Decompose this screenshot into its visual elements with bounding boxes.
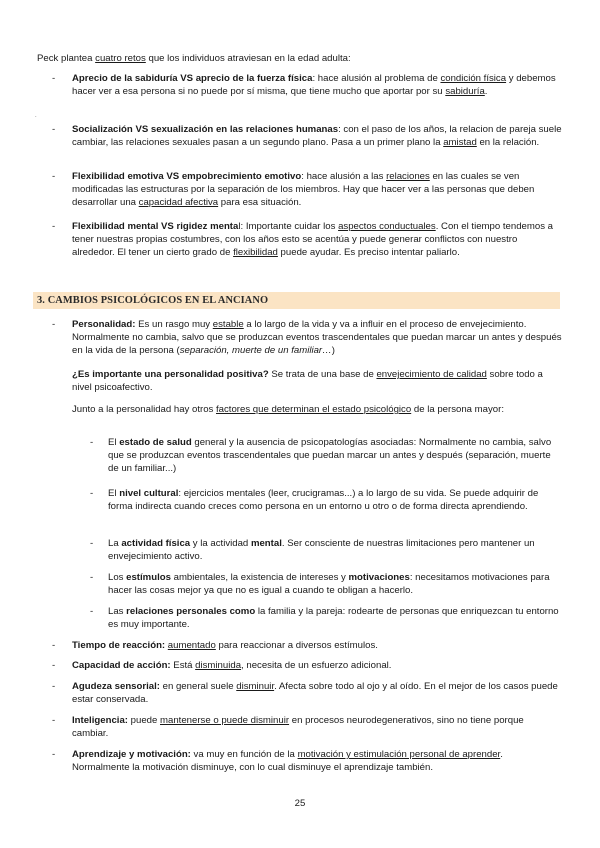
reto-underline: flexibilidad: [233, 247, 278, 259]
cambio-body: en procesos neurodegenerativos, sino no tiene porque cambiar.: [72, 715, 524, 740]
cambio-text: [72, 639, 562, 652]
pregunta-body: sobre todo a nivel psicoafectivo.: [72, 369, 543, 394]
cambio-title: Agudeza sensorial:: [72, 681, 160, 692]
cambio-text: [72, 748, 562, 774]
pregunta-paragraph: [72, 368, 560, 394]
personalidad-body: a lo largo de la vida y va a influir en el proceso de envejecimiento. Normalmente no cambia, salvo que se produzcan eventos trascendentales que puedan marcar un antes y después en la vida de la persona (: [72, 319, 562, 357]
factor-bold: estado de salud: [119, 437, 192, 448]
reto-title: Aprecio de la sabiduría VS aprecio de la fuerza física: [72, 73, 313, 84]
reto-text: [72, 72, 562, 98]
reto-body: para esa situación.: [218, 197, 302, 209]
factor-bold: relaciones personales como: [126, 606, 256, 617]
reto-text: [72, 123, 562, 149]
factor-bold: actividad física: [121, 538, 191, 549]
bullet-dash: -: [90, 488, 94, 499]
cambio-title: Inteligencia:: [72, 715, 128, 726]
cambio-body: . Afecta sobre todo al ojo y al oído. En el mejor de los casos puede estar conservada.: [72, 681, 558, 706]
bullet-dash: -: [52, 681, 56, 692]
reto-underline: amistad: [443, 137, 477, 149]
factor-body: : ejercicios mentales (leer, crucigramas...) a lo largo de su vida. Se puede adquirir de forma indirecta cuando creces como persona en un entorno u otro o de forma directa aprendiendo.: [108, 488, 539, 513]
personalidad-title: Personalidad:: [72, 319, 136, 330]
factor-body: y la actividad: [190, 538, 251, 549]
reto-underline: capacidad afectiva: [138, 197, 219, 209]
personalidad-underline: estable: [212, 319, 244, 330]
cambio-text: [72, 659, 562, 672]
cambio-underline: disminuir: [236, 681, 275, 692]
junto-body: Junto a la personalidad hay otros: [72, 404, 216, 415]
bullet-dash: -: [52, 73, 56, 84]
factor-body: general y la ausencia de psicopatologías asociadas: Normalmente no cambia, salvo que se produzcan eventos trascendentales que puedan marcar un antes y después (separación, muerte de un familiar...): [108, 437, 552, 475]
bullet-dash: -: [90, 437, 94, 448]
cambio-body: puede: [127, 715, 160, 726]
cambio-body: , necesita de un esfuerzo adicional.: [241, 660, 392, 671]
reto-body: puede ayudar. Es preciso intentar paliarlo.: [277, 247, 460, 259]
factor-text: [108, 571, 560, 597]
cambio-underline: motivación y estimulación personal de aprender: [297, 749, 501, 760]
bullet-dash: -: [90, 538, 94, 549]
reto-body: : Importante cuidar los: [240, 221, 339, 232]
reto-underline: aspectos conductuales: [338, 221, 436, 232]
factor-bold: mental: [250, 538, 282, 549]
personalidad-body: Es un rasgo muy: [135, 319, 213, 330]
cambio-underline: aumentado: [167, 640, 216, 651]
bullet-dash: -: [52, 749, 56, 760]
page-number: 25: [294, 798, 306, 809]
cambio-underline: disminuida: [195, 660, 242, 671]
factor-text: [108, 537, 560, 563]
factor-body: Los: [108, 572, 127, 583]
section-heading: 3. CAMBIOS PSICOLÓGICOS EN EL ANCIANO: [33, 292, 560, 309]
personalidad-body: ): [331, 345, 335, 357]
reto-body: en las cuales se ven modificadas las estructuras por la separación de los miembros. Hay que hacer ver a las personas que deben desarrollar una: [72, 171, 535, 209]
personalidad-text: [72, 318, 562, 358]
reto-body: .: [484, 86, 488, 98]
margin-mark: .: [35, 113, 37, 119]
factor-body: El: [108, 437, 120, 448]
factor-text: [108, 487, 560, 513]
junto-underline: factores que determinan el estado psicológico: [216, 404, 412, 415]
bullet-dash: -: [52, 640, 56, 651]
reto-body: y debemos hacer ver a esa persona si no puede por sí misma, que tiene mucho que aportar por su: [72, 73, 556, 98]
reto-underline: condición física: [440, 73, 507, 84]
reto-title-tail: l: [238, 221, 241, 232]
reto-body: : con el paso de los años, la relacion de pareja suele cambiar, las relaciones sexuales pasan a un segundo plano. Pasa a un primer plano la: [72, 124, 562, 149]
factor-body: la familia y la pareja: rodearte de personas que enriquezcan tu entorno es muy importante.: [108, 606, 559, 631]
intro-text: Peck plantea: [37, 53, 96, 64]
reto-underline: relaciones: [386, 171, 430, 182]
factor-body: . Ser consciente de nuestras limitaciones pero mantener un envejecimiento activo.: [108, 538, 535, 563]
cambio-body: va muy en función de la: [190, 749, 298, 760]
bullet-dash: -: [90, 572, 94, 583]
factor-bold: estímulos: [126, 572, 171, 583]
factor-body: ambientales, la existencia de intereses y: [170, 572, 349, 583]
reto-title: Flexibilidad emotiva VS empobrecimiento emotivo: [72, 171, 302, 182]
reto-text: [72, 220, 562, 260]
bullet-dash: -: [52, 319, 56, 330]
reto-body: en la relación.: [476, 137, 540, 149]
cambio-title: Aprendizaje y motivación:: [72, 749, 191, 760]
pregunta-underline: envejecimiento de calidad: [376, 369, 487, 380]
pregunta-question: ¿Es importante una personalidad positiva?: [72, 369, 269, 380]
reto-body: : hace alusión a las: [301, 171, 387, 182]
intro-text-end: que los individuos atraviesan en la edad adulta:: [145, 53, 351, 64]
cambio-body: . Normalmente la motivación disminuye, con lo cual disminuye el aprendizaje también.: [72, 749, 503, 774]
bullet-dash: -: [52, 124, 56, 135]
reto-title: Socialización VS sexualización en las relaciones humanas: [72, 124, 339, 135]
personalidad-italic: separación, muerte de un familiar…: [179, 345, 332, 357]
reto-underline: sabiduría: [445, 86, 485, 98]
bullet-dash: -: [52, 660, 56, 671]
bullet-dash: -: [52, 715, 56, 726]
cambio-body: para reaccionar a diversos estímulos.: [215, 640, 378, 651]
factor-body: Las: [108, 606, 127, 617]
factor-body: La: [108, 538, 122, 549]
junto-body: de la persona mayor:: [411, 404, 504, 415]
factor-body: El: [108, 488, 120, 499]
cambio-text: [72, 680, 562, 706]
reto-body: : hace alusión al problema de: [312, 73, 441, 84]
factor-text: [108, 605, 560, 631]
intro-paragraph: [37, 52, 557, 65]
cambio-text: [72, 714, 562, 740]
bullet-dash: -: [90, 606, 94, 617]
cambio-underline: mantenerse o puede disminuir: [160, 715, 290, 726]
factor-bold: motivaciones: [348, 572, 410, 583]
reto-text: [72, 170, 562, 210]
factor-body: : necesitamos motivaciones para hacer las cosas mejor ya que no es igual a cuando te obligan a hacerlo.: [108, 572, 550, 597]
pregunta-body: Se trata de una base de: [268, 369, 377, 380]
cambio-title: Capacidad de acción:: [72, 660, 171, 671]
cambio-body: Está: [170, 660, 196, 671]
factor-bold: nivel cultural: [119, 488, 179, 499]
reto-body: . Con el tiempo tendemos a tener nuestras propias costumbres, con los años esto se acentúa y puede generar conflictos con nuestro alrededor. El tener un cierto grado de: [72, 221, 554, 259]
cambio-body: en general suele: [159, 681, 237, 692]
junto-paragraph: [72, 403, 560, 416]
cambio-title: Tiempo de reacción:: [72, 640, 166, 651]
reto-title: Flexibilidad mental VS rigidez menta: [72, 221, 239, 232]
bullet-dash: -: [52, 221, 56, 232]
intro-underline: cuatro retos: [95, 53, 146, 64]
bullet-dash: -: [52, 171, 56, 182]
factor-text: [108, 436, 560, 476]
